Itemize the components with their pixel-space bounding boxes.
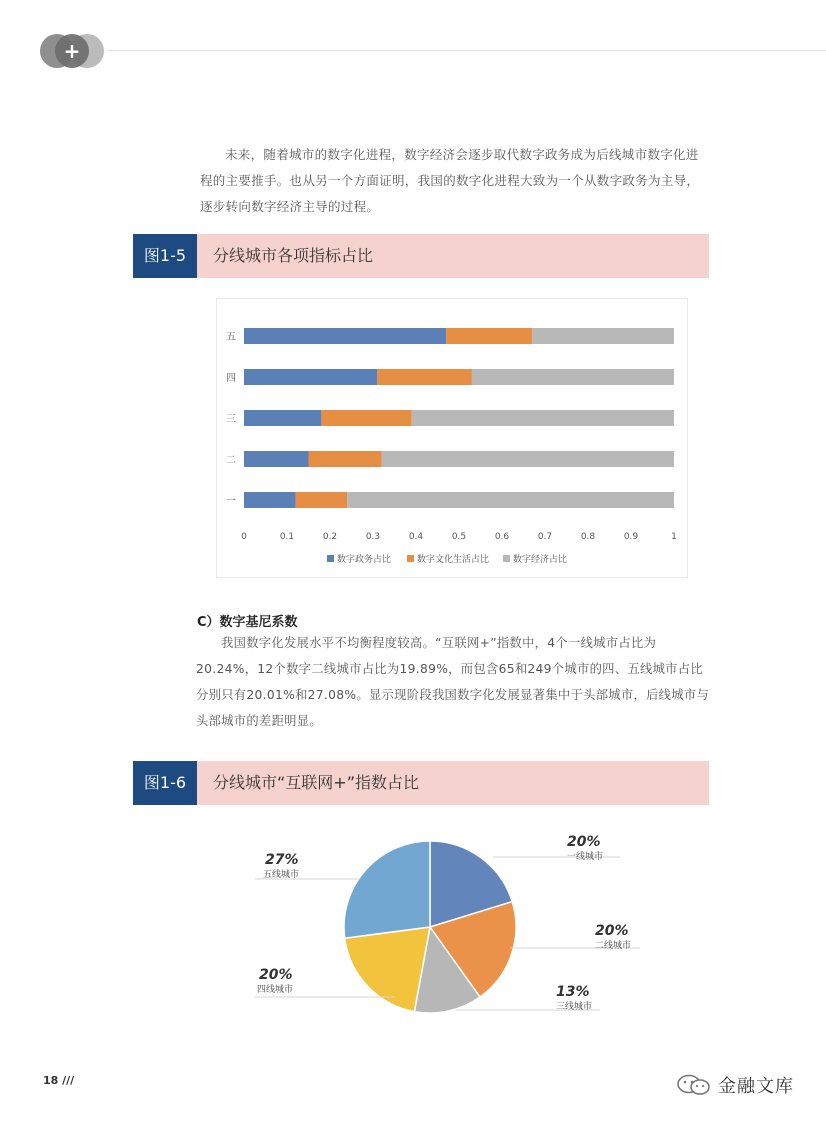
bar-segment xyxy=(244,492,296,508)
legend-label: 数字政务占比 xyxy=(337,555,392,565)
intro-paragraph: 未来，随着城市的数字化进程，数字经济会逐步取代数字政务成为后线城市数字化进程的主要推手。也从另一个方面证明，我国的数字化进程大致为一个从数字政务为主导，逐步转向数字经济主导的过程。 xyxy=(200,147,700,214)
bar-segment xyxy=(244,328,446,344)
pie-slice xyxy=(345,927,430,1012)
bar-segment xyxy=(296,492,348,508)
legend-label: 数字文化生活占比 xyxy=(417,555,490,565)
header-logo xyxy=(40,34,104,68)
pie-slice-label: 三线城市 xyxy=(556,1002,593,1012)
pie-slice-label: 四线城市 xyxy=(257,985,294,995)
bar-category-label: 四 xyxy=(226,373,236,384)
pie-slice xyxy=(430,841,512,927)
x-tick-label: 1 xyxy=(671,532,677,542)
pie-percent-label: 13% xyxy=(556,984,590,1000)
legend-swatch xyxy=(407,555,414,562)
bar-segment xyxy=(244,451,309,467)
bar-category-label: 三 xyxy=(226,414,236,425)
pie-slice xyxy=(344,841,430,938)
x-tick-label: 0.8 xyxy=(580,532,596,542)
figure-1-5-tag: 图1-5 xyxy=(133,234,197,278)
pie-percent-label: 20% xyxy=(595,923,629,939)
figure-1-6-title-bar xyxy=(133,761,709,805)
x-tick-label: 0.6 xyxy=(494,532,510,542)
bar-segment xyxy=(472,369,674,385)
figure-1-5-title: 分线城市各项指标占比 xyxy=(213,246,374,265)
x-tick-label: 0.4 xyxy=(408,532,424,542)
bar-segment xyxy=(309,451,382,467)
bar-category-label: 五 xyxy=(226,332,236,343)
bar-segment xyxy=(377,369,472,385)
pie-percent-label: 27% xyxy=(265,852,299,868)
section-c-paragraph: 我国数字化发展水平不均衡程度较高。“互联网+”指数中，4个一线城市占比为20.24%，12个数字二线城市占比为19.89%，而包含65和249个城市的四、五线城市占比分别只有20.01%和27.08%。显示现阶段我国数字化发展显著集中于头部城市，后线城市与头部城市的差距明显。 xyxy=(196,636,710,728)
bar-segment xyxy=(412,410,674,426)
figure-1-6-title: 分线城市“互联网+”指数占比 xyxy=(213,773,419,792)
stacked-bar-chart xyxy=(217,299,687,577)
x-tick-label: 0 xyxy=(241,532,247,542)
wechat-icon xyxy=(676,1074,712,1096)
x-tick-label: 0.5 xyxy=(451,532,467,542)
figure-1-6-tag: 图1-6 xyxy=(133,761,197,805)
pie-slice xyxy=(430,902,516,997)
figure-1-5-title-bar xyxy=(133,234,709,278)
legend-swatch xyxy=(503,555,510,562)
pie-slice-label: 二线城市 xyxy=(595,941,632,951)
footer-brand xyxy=(676,1072,794,1098)
x-tick-label: 0.3 xyxy=(365,532,381,542)
pie-percent-label: 20% xyxy=(259,967,293,983)
legend-swatch xyxy=(327,555,334,562)
x-tick-label: 0.7 xyxy=(537,532,553,542)
pie-slice-label: 一线城市 xyxy=(567,852,604,862)
legend-label: 数字经济占比 xyxy=(513,555,568,565)
section-c-heading: C）数字基尼系数 xyxy=(197,615,298,630)
x-tick-label: 0.9 xyxy=(623,532,639,542)
bar-category-label: 二 xyxy=(226,455,236,466)
bar-segment xyxy=(382,451,674,467)
bar-chart-box xyxy=(216,298,688,578)
bar-segment xyxy=(347,492,674,508)
pie-percent-label: 20% xyxy=(567,834,601,850)
bar-segment xyxy=(532,328,674,344)
bar-segment xyxy=(244,410,321,426)
plus-icon: + xyxy=(63,39,81,63)
bar-segment xyxy=(244,369,377,385)
pie-slice xyxy=(414,927,480,1013)
brand-name: 金融文库 xyxy=(718,1076,794,1097)
page-number: 18 /// xyxy=(43,1074,75,1087)
bar-segment xyxy=(321,410,411,426)
x-tick-label: 0.1 xyxy=(279,532,295,542)
pie-slice-label: 五线城市 xyxy=(263,870,300,880)
bar-category-label: 一 xyxy=(226,496,236,507)
bar-segment xyxy=(446,328,532,344)
x-tick-label: 0.2 xyxy=(322,532,338,542)
header-rule xyxy=(108,50,826,51)
